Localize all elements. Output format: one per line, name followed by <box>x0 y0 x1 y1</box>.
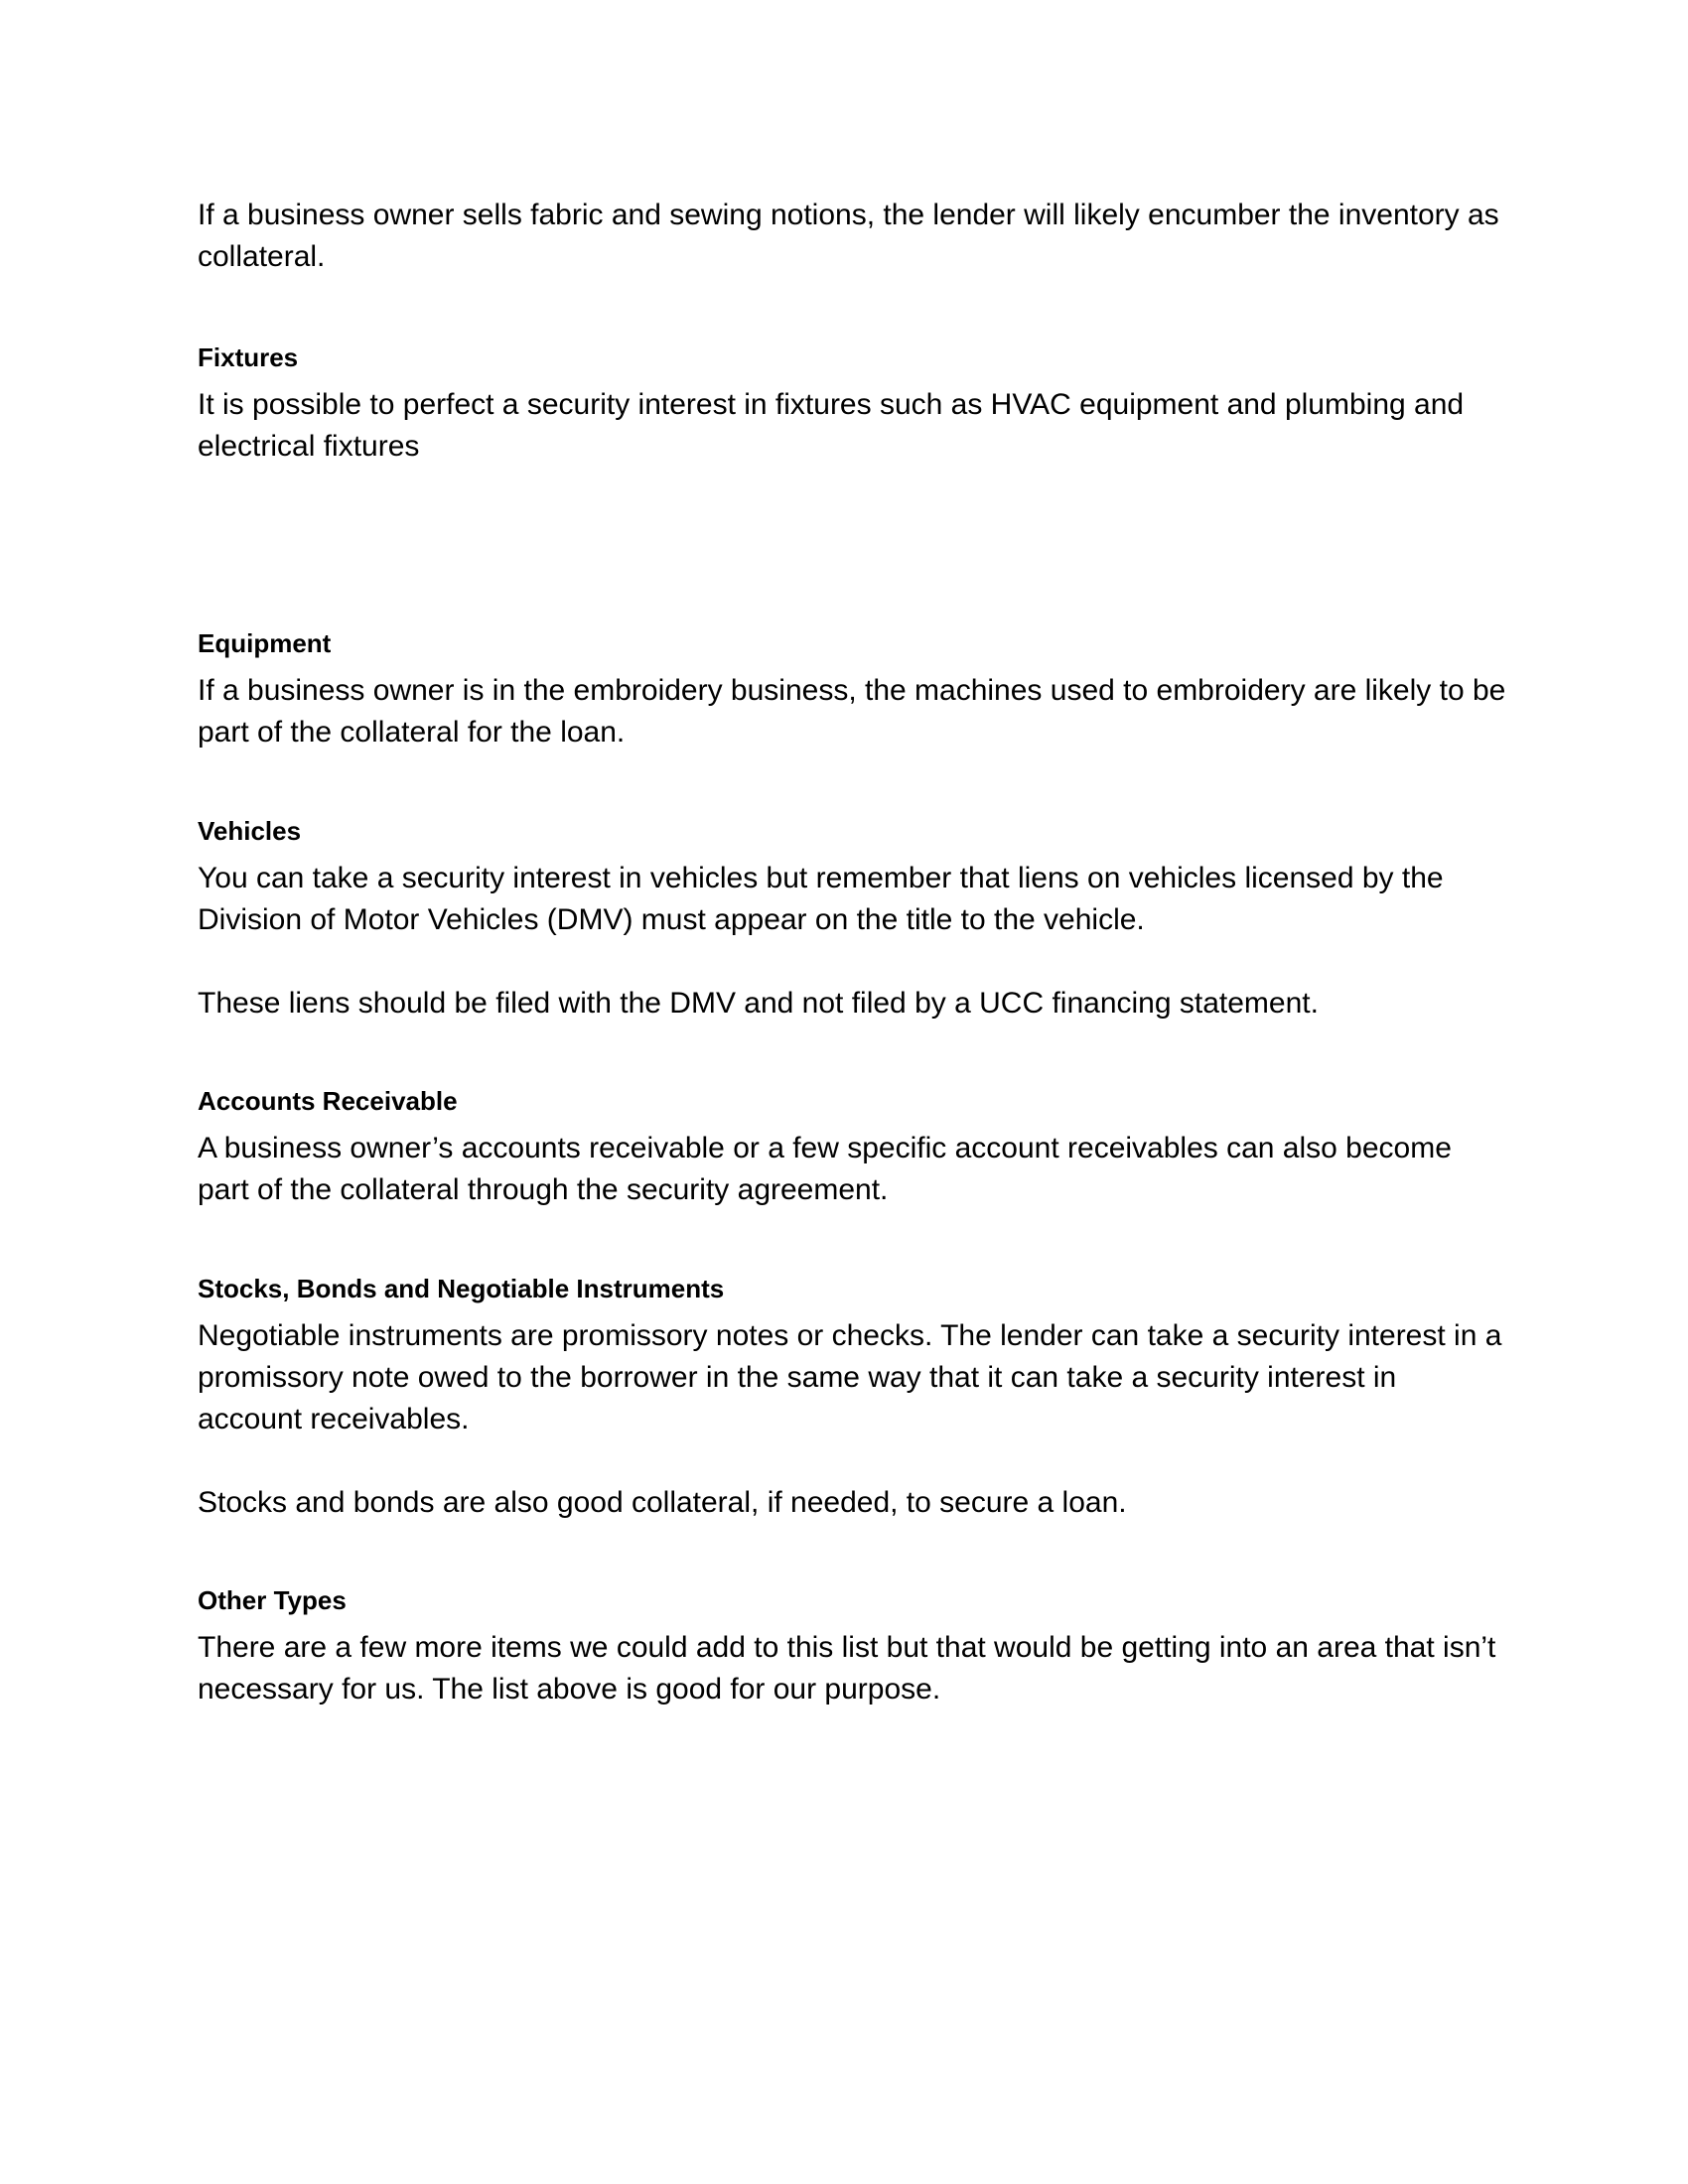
other-types-paragraph: There are a few more items we could add to this list but that would be getting into an area that isn’t necessary for us. The list above is good for our purpose. <box>198 1631 1496 1706</box>
fixtures-paragraph: It is possible to perfect a security interest in fixtures such as HVAC equipment and plumbing and electrical fixtures <box>198 388 1465 463</box>
accounts-receivable-paragraph: A business owner’s accounts receivable or a few specific account receivables can also become part of the collateral through the security agreement. <box>198 1132 1452 1206</box>
fixtures-heading: Fixtures <box>198 342 299 372</box>
vehicles-paragraph-1: You can take a security interest in vehicles but remember that liens on vehicles licensed by the Division of Motor Vehicles (DMV) must appear on the title to the vehicle. <box>198 862 1444 936</box>
equipment-paragraph: If a business owner is in the embroidery business, the machines used to embroidery are likely to be part of the collateral for the loan. <box>198 674 1506 749</box>
accounts-receivable-heading: Accounts Receivable <box>198 1086 458 1116</box>
equipment-heading: Equipment <box>198 628 332 658</box>
stocks-bonds-heading: Stocks, Bonds and Negotiable Instruments <box>198 1274 725 1303</box>
document-page <box>198 195 1508 1710</box>
intro-paragraph: If a business owner sells fabric and sewing notions, the lender will likely encumber the inventory as collateral. <box>198 199 1499 273</box>
stocks-bonds-paragraph-1: Negotiable instruments are promissory notes or checks. The lender can take a security interest in a promissory note owed to the borrower in the same way that it can take a security interest in account receivables. <box>198 1319 1502 1435</box>
stocks-bonds-paragraph-2: Stocks and bonds are also good collateral, if needed, to secure a loan. <box>198 1486 1127 1519</box>
other-types-heading: Other Types <box>198 1585 347 1615</box>
vehicles-heading: Vehicles <box>198 816 302 846</box>
vehicles-paragraph-2: These liens should be filed with the DMV and not filed by a UCC financing statement. <box>198 987 1319 1020</box>
